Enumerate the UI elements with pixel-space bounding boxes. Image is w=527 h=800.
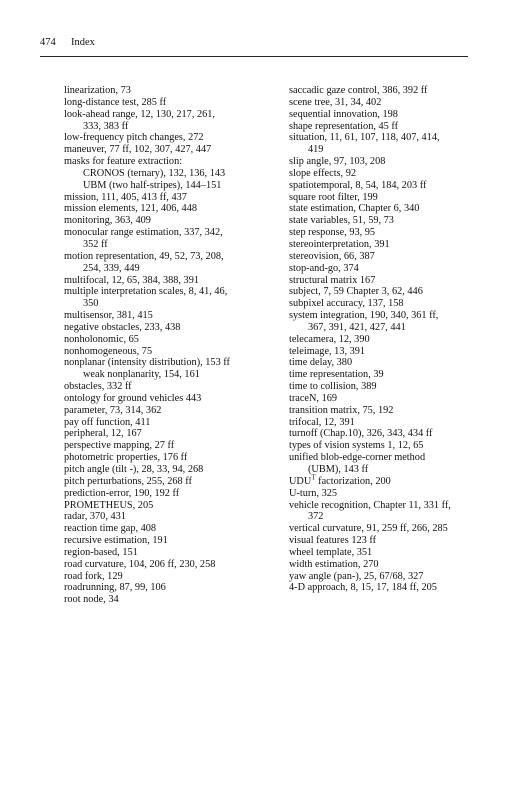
index-entry [64,452,269,464]
entry-text: subject, 7, 59 Chapter 3, 62, 446 [289,286,423,298]
index-entry-continuation [64,121,269,133]
entry-text: roadrunning, 87, 99, 106 [64,582,166,594]
index-entry [289,180,479,192]
entry-text: PROMETHEUS, 205 [64,499,154,511]
entry-text: nonholonomic, 65 [64,333,139,345]
entry-text: road curvature, 104, 206 ff, 230, 258 [64,558,216,570]
entry-text: transition matrix, 75, 192 [289,404,394,416]
entry-text-rest: factorization, 200 [315,475,391,487]
entry-text: multisensor, 381, 415 [64,310,153,322]
index-entry [64,440,269,452]
entry-text: motion representation, 49, 52, 73, 208, [64,250,224,262]
index-entry [64,109,269,121]
entry-text: masks for feature extraction: [64,156,183,168]
entry-text: negative obstacles, 233, 438 [64,321,181,333]
entry-text: long-distance test, 285 ff [64,96,167,108]
index-entry [289,535,479,547]
entry-text: pitch perturbations, 255, 268 ff [64,475,192,487]
entry-text: photometric properties, 176 ff [64,452,188,464]
entry-text: stop-and-go, 374 [289,262,359,274]
index-entry [289,381,479,393]
index-entry-continuation [289,322,479,334]
index-entry [289,346,479,358]
index-entry [64,559,269,571]
entry-text: nonplanar (intensity distribution), 153 ff [64,357,230,369]
entry-text: monitoring, 363, 409 [64,215,151,227]
entry-text: monocular range estimation, 337, 342, [64,227,223,239]
entry-text: 352 ff [83,238,108,250]
entry-text: linearization, 73 [64,85,131,96]
index-entry [289,85,479,97]
index-entry [289,500,479,512]
entry-text: root node, 34 [64,594,119,606]
entry-text: 419 [308,144,324,156]
index-entry [64,97,269,109]
entry-text: nonhomogeneous, 75 [64,345,153,357]
entry-text: traceN, 169 [289,392,338,404]
index-entry [64,215,269,227]
entry-text: time delay, 380 [289,357,353,369]
entry-text: saccadic gaze control, 386, 392 ff [289,85,428,96]
index-entry [64,571,269,583]
index-entry [289,405,479,417]
index-entry [64,464,269,476]
index-entry [289,168,479,180]
index-entry [289,109,479,121]
entry-text: unified blob-edge-corner method [289,452,426,464]
index-entry [64,227,269,239]
entry-text: time to collision, 389 [289,381,377,393]
index-column-right [289,85,479,594]
index-entry [64,286,269,298]
entry-text: square root filter, 199 [289,191,378,203]
index-entry [289,121,479,133]
index-entry [64,405,269,417]
index-entry-continuation [289,144,479,156]
index-entry [289,393,479,405]
entry-text: types of vision systems 1, 12, 65 [289,440,424,452]
entry-text: vertical curvature, 91, 259 ff, 266, 285 [289,523,448,535]
index-entry [64,322,269,334]
index-entry [289,582,479,594]
index-entry [289,275,479,287]
index-subentry [64,168,269,180]
index-entry [289,357,479,369]
entry-text: reaction time gap, 408 [64,523,157,535]
index-entry [64,144,269,156]
entry-text: visual features 123 ff [289,535,377,547]
index-entry [64,357,269,369]
header-rule [40,56,468,57]
entry-text: radar, 370, 431 [64,511,126,523]
entry-text: CRONOS (ternary), 132, 136, 143 [83,167,226,179]
index-entry [64,511,269,523]
index-subentry [64,369,269,381]
entry-text: UBM (two half-stripes), 144–151 [83,179,222,191]
entry-text: situation, 11, 61, 107, 118, 407, 414, [289,132,440,144]
index-entry [64,346,269,358]
index-entry [289,203,479,215]
index-subentry [64,180,269,192]
entry-text: spatiotemporal, 8, 54, 184, 203 ff [289,179,427,191]
index-entry [64,381,269,393]
index-entry [64,594,269,606]
index-entry [64,547,269,559]
index-entry [289,132,479,144]
index-entry [64,251,269,263]
index-entry [64,334,269,346]
index-entry [64,203,269,215]
index-entry [64,275,269,287]
index-entry [64,582,269,594]
index-entry [64,417,269,429]
index-entry [289,417,479,429]
index-entry-continuation [289,511,479,523]
entry-superscript: T [311,473,316,482]
entry-text: prediction-error, 190, 192 ff [64,487,180,499]
entry-text: 4-D approach, 8, 15, 17, 184 ff, 205 [289,582,437,594]
index-entry [289,263,479,275]
index-entry [289,452,479,464]
index-entry [289,298,479,310]
entry-text: road fork, 129 [64,570,123,582]
index-entry [289,286,479,298]
entry-text: peripheral, 12, 167 [64,428,142,440]
index-entry [64,192,269,204]
index-entry [289,523,479,535]
index-entry [289,473,479,488]
index-entry [64,132,269,144]
entry-text: recursive estimation, 191 [64,535,168,547]
entry-text: low-frequency pitch changes, 272 [64,132,204,144]
entry-text: slope effects, 92 [289,167,357,179]
index-entry [289,215,479,227]
entry-text: ontology for ground vehicles 443 [64,392,202,404]
index-entry [289,440,479,452]
entry-text: step response, 93, 95 [289,227,376,239]
index-column-left [64,85,269,606]
entry-text: obstacles, 332 ff [64,381,132,393]
entry-text: U-turn, 325 [289,487,338,499]
entry-text: wheel template, 351 [289,546,373,558]
index-entry [64,156,269,168]
entry-text: subpixel accuracy, 137, 158 [289,298,404,310]
entry-text: region-based, 151 [64,546,138,558]
entry-text: sequential innovation, 198 [289,108,398,120]
entry-text: 350 [83,298,99,310]
index-entry [64,500,269,512]
index-entry [289,369,479,381]
entry-text: weak nonplanarity, 154, 161 [83,369,200,381]
entry-text: 367, 391, 421, 427, 441 [308,321,406,333]
entry-text: structural matrix 167 [289,274,376,286]
entry-text: perspective mapping, 27 ff [64,440,175,452]
page-number: 474 [40,37,56,48]
entry-text: scene tree, 31, 34, 402 [289,96,382,108]
index-entry [64,393,269,405]
entry-text: 254, 339, 449 [83,262,140,274]
index-entry [289,547,479,559]
index-entry [64,310,269,322]
entry-text: 333, 383 ff [83,120,129,132]
entry-text: stereovision, 66, 387 [289,250,375,262]
index-entry [289,251,479,263]
entry-text: maneuver, 77 ff, 102, 307, 427, 447 [64,144,212,156]
entry-text: shape representation, 45 ff [289,120,399,132]
index-entry-continuation [289,464,479,476]
entry-text: 372 [308,511,324,523]
entry-text: (UBM), 143 ff [308,464,369,475]
entry-text: mission, 111, 405, 413 ff, 437 [64,191,187,203]
entry-text: multifocal, 12, 65, 384, 388, 391 [64,274,199,286]
index-entry [289,428,479,440]
index-entry [64,488,269,500]
index-entry-continuation [64,239,269,251]
entry-text: multiple interpretation scales, 8, 41, 46, [64,286,228,298]
index-entry [289,571,479,583]
index-entry [289,559,479,571]
entry-text: stereointerpretation, 391 [289,238,390,250]
index-entry [289,310,479,322]
entry-text: system integration, 190, 340, 361 ff, [289,310,439,322]
entry-text: vehicle recognition, Chapter 11, 331 ff, [289,499,451,511]
entry-text: state estimation, Chapter 6, 340 [289,203,420,215]
index-entry [289,97,479,109]
index-entry [289,488,479,500]
entry-text: turnoff (Chap.10), 326, 343, 434 ff [289,428,433,440]
index-entry [64,85,269,97]
index-entry [64,476,269,488]
index-entry [64,535,269,547]
index-entry [289,156,479,168]
entry-text: time representation, 39 [289,369,384,381]
index-entry [289,192,479,204]
entry-text: pitch angle (tilt -), 28, 33, 94, 268 [64,464,204,475]
entry-text: trifocal, 12, 391 [289,416,355,428]
page-header [40,37,468,57]
entry-text: teleimage, 13, 391 [289,345,366,357]
entry-text: telecamera, 12, 390 [289,333,370,345]
index-entry [64,428,269,440]
index-entry [289,227,479,239]
entry-text: width estimation, 270 [289,558,379,570]
entry-text: parameter, 73, 314, 362 [64,404,162,416]
index-entry-continuation [64,263,269,275]
entry-text: UDU [289,475,312,487]
entry-text: look-ahead range, 12, 130, 217, 261, [64,108,215,120]
index-entry [289,239,479,251]
index-entry-continuation [64,298,269,310]
entry-text: mission elements, 121, 406, 448 [64,203,197,215]
entry-text: state variables, 51, 59, 73 [289,215,394,227]
entry-text: yaw angle (pan-), 25, 67/68, 327 [289,570,424,582]
entry-text: pay off function, 411 [64,416,151,428]
index-entry [289,334,479,346]
index-entry [64,523,269,535]
entry-text: slip angle, 97, 103, 208 [289,156,386,168]
running-title: Index [71,37,95,48]
